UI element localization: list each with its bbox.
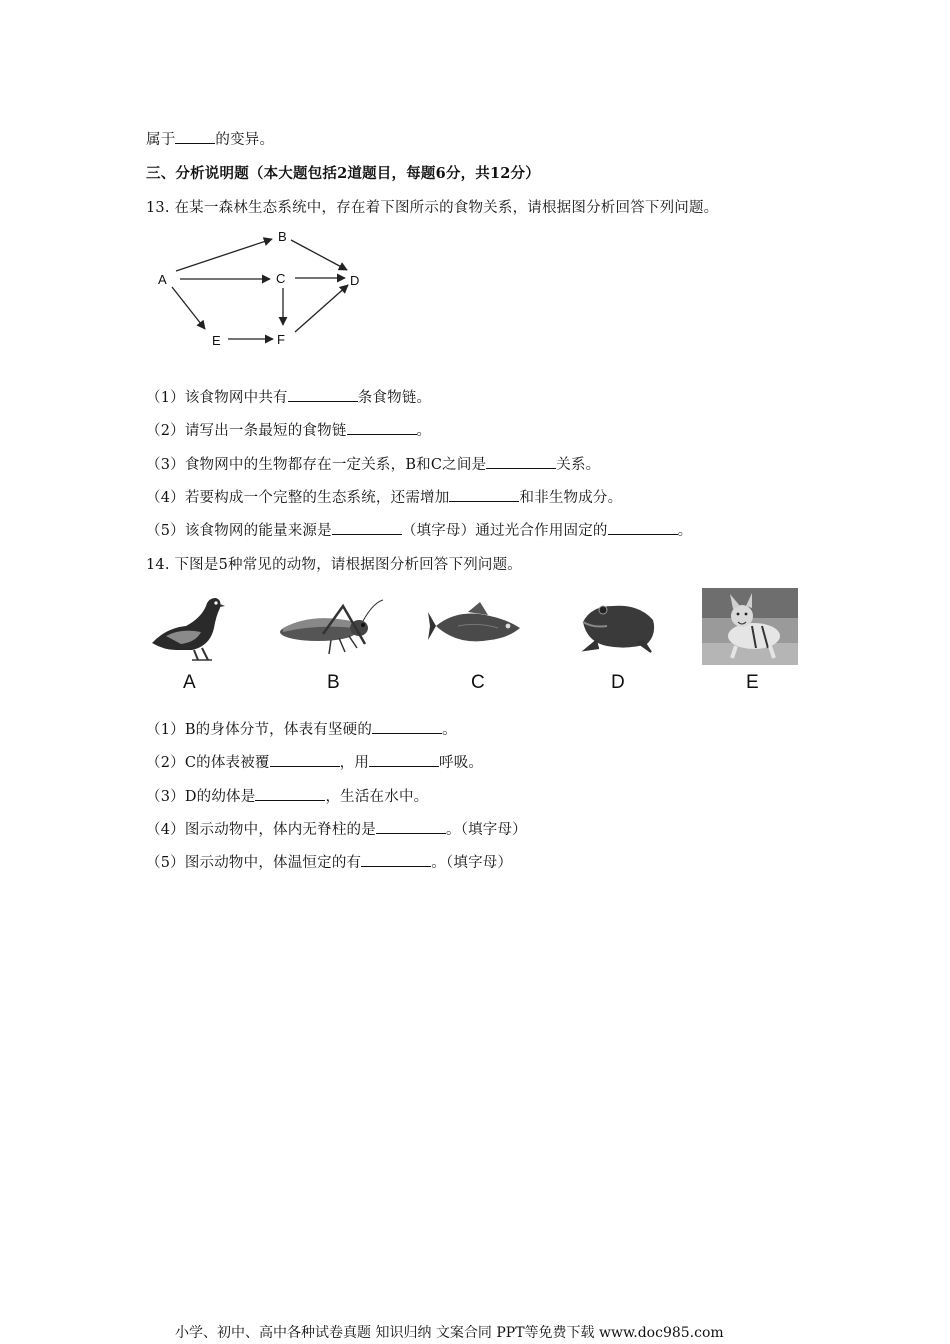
q14-item-2: （2）C的体表被覆 ，用 呼吸。 (146, 751, 483, 772)
answer-blank[interactable] (608, 520, 678, 535)
node-c: C (276, 271, 286, 286)
corgi-photo (702, 588, 798, 665)
edge-a-e (172, 287, 205, 329)
q14-item-3: （3）D的幼体是 ，生活在水中。 (146, 785, 428, 806)
q13-item-4: （4）若要构成一个完整的生态系统，还需增加 和非生物成分。 (146, 486, 622, 507)
pigeon-image (146, 588, 226, 663)
q13-item-5: （5）该食物网的能量来源是 （填字母）通过光合作用固定的 。 (146, 519, 692, 540)
node-b: B (278, 229, 287, 244)
q13-item-3: （3）食物网中的生物都存在一定关系，B和C之间是 关系。 (146, 453, 600, 474)
animal-label-e: E (746, 672, 759, 693)
food-web-diagram (150, 225, 375, 355)
q14-stem: 14. 下图是5种常见的动物，请根据图分析回答下列问题。 (146, 557, 522, 573)
answer-blank[interactable] (288, 387, 358, 402)
answer-blank[interactable] (270, 752, 340, 767)
q14-item-1: （1）B的身体分节，体表有坚硬的 。 (146, 718, 457, 739)
node-f: F (277, 332, 285, 347)
answer-blank[interactable] (449, 487, 519, 502)
section-heading: 三、分析说明题（本大题包括2道题目，每题6分，共12分） (146, 165, 540, 182)
answer-blank[interactable] (361, 852, 431, 867)
answer-blank[interactable] (332, 520, 402, 535)
q14-item-4: （4）图示动物中，体内无脊柱的是 。（填字母） (146, 818, 527, 839)
animal-label-a: A (183, 672, 196, 693)
q13-item-1: （1）该食物网中共有 条食物链。 (146, 386, 431, 407)
edge-f-d (295, 285, 348, 332)
answer-blank[interactable] (369, 752, 439, 767)
animal-label-d: D (611, 672, 625, 693)
animal-label-c: C (471, 672, 485, 693)
footer-text: 小学、初中、高中各种试卷真题 知识归纳 文案合同 PPT等免费下载 www.doc985.com (175, 1325, 724, 1341)
edge-a-b (176, 239, 272, 271)
node-a: A (158, 272, 167, 287)
q13-item-2: （2）请写出一条最短的食物链 。 (146, 419, 431, 440)
q14-item-5: （5）图示动物中，体温恒定的有 。（填字母） (146, 851, 512, 872)
answer-blank[interactable] (175, 129, 215, 144)
answer-blank[interactable] (372, 719, 442, 734)
fish-image (428, 588, 528, 663)
answer-blank[interactable] (376, 819, 446, 834)
answer-blank[interactable] (347, 420, 417, 435)
frog-image (577, 588, 659, 663)
animal-label-b: B (327, 672, 340, 693)
prev-question-tail: 属于 的变异。 (146, 128, 274, 149)
answer-blank[interactable] (486, 454, 556, 469)
answer-blank[interactable] (255, 786, 325, 801)
node-d: D (350, 273, 360, 288)
grasshopper-image (273, 588, 385, 663)
edge-b-d (291, 240, 347, 270)
node-e: E (212, 333, 221, 348)
q13-stem: 13. 在某一森林生态系统中，存在着下图所示的食物关系，请根据图分析回答下列问题。 (146, 200, 719, 216)
